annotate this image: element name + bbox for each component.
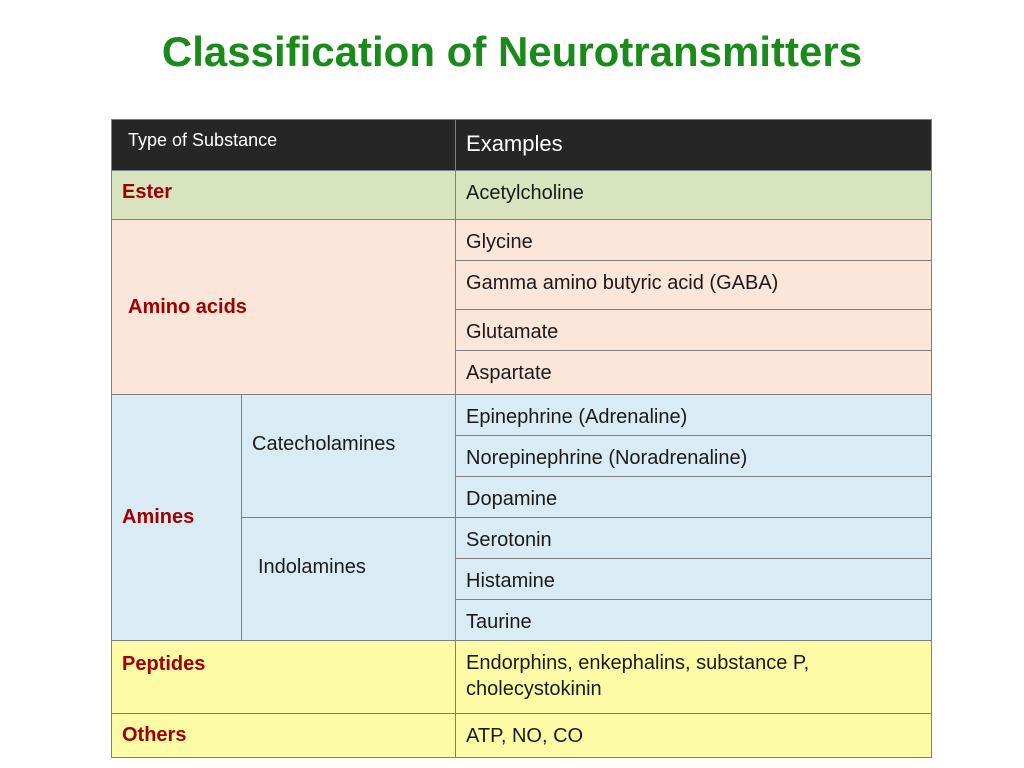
neurotransmitter-table — [111, 119, 932, 758]
slide-title: Classification of Neurotransmitters — [161, 28, 863, 75]
table-row-amines — [112, 395, 932, 436]
subcategory-catecholamines: Catecholamines — [242, 395, 456, 518]
example-cell: Acetylcholine — [456, 171, 932, 220]
table-row-others — [112, 714, 932, 758]
example-cell: Glutamate — [456, 310, 932, 351]
example-cell: Aspartate — [456, 351, 932, 395]
category-others: Others — [112, 714, 456, 758]
example-cell: Serotonin — [456, 518, 932, 559]
header-examples: Examples — [456, 120, 932, 171]
header-type-of-substance: Type of Substance — [112, 120, 456, 171]
table-row-amino-acids — [112, 220, 932, 261]
category-amino-acids: Amino acids — [112, 220, 456, 395]
example-cell: Glycine — [456, 220, 932, 261]
example-cell: Dopamine — [456, 477, 932, 518]
table-header-row — [112, 120, 932, 171]
example-cell: Endorphins, enkephalins, substance P, cholecystokinin — [456, 641, 932, 714]
example-cell: Gamma amino butyric acid (GABA) — [456, 261, 932, 310]
example-cell: Taurine — [456, 600, 932, 641]
example-cell: Histamine — [456, 559, 932, 600]
example-cell: Norepinephrine (Noradrenaline) — [456, 436, 932, 477]
subcategory-indolamines: Indolamines — [242, 518, 456, 641]
category-ester: Ester — [112, 171, 456, 220]
table-row-ester — [112, 171, 932, 220]
example-cell: ATP, NO, CO — [456, 714, 932, 758]
category-amines: Amines — [112, 395, 242, 641]
table-row-peptides — [112, 641, 932, 714]
example-cell: Epinephrine (Adrenaline) — [456, 395, 932, 436]
category-peptides: Peptides — [112, 641, 456, 714]
